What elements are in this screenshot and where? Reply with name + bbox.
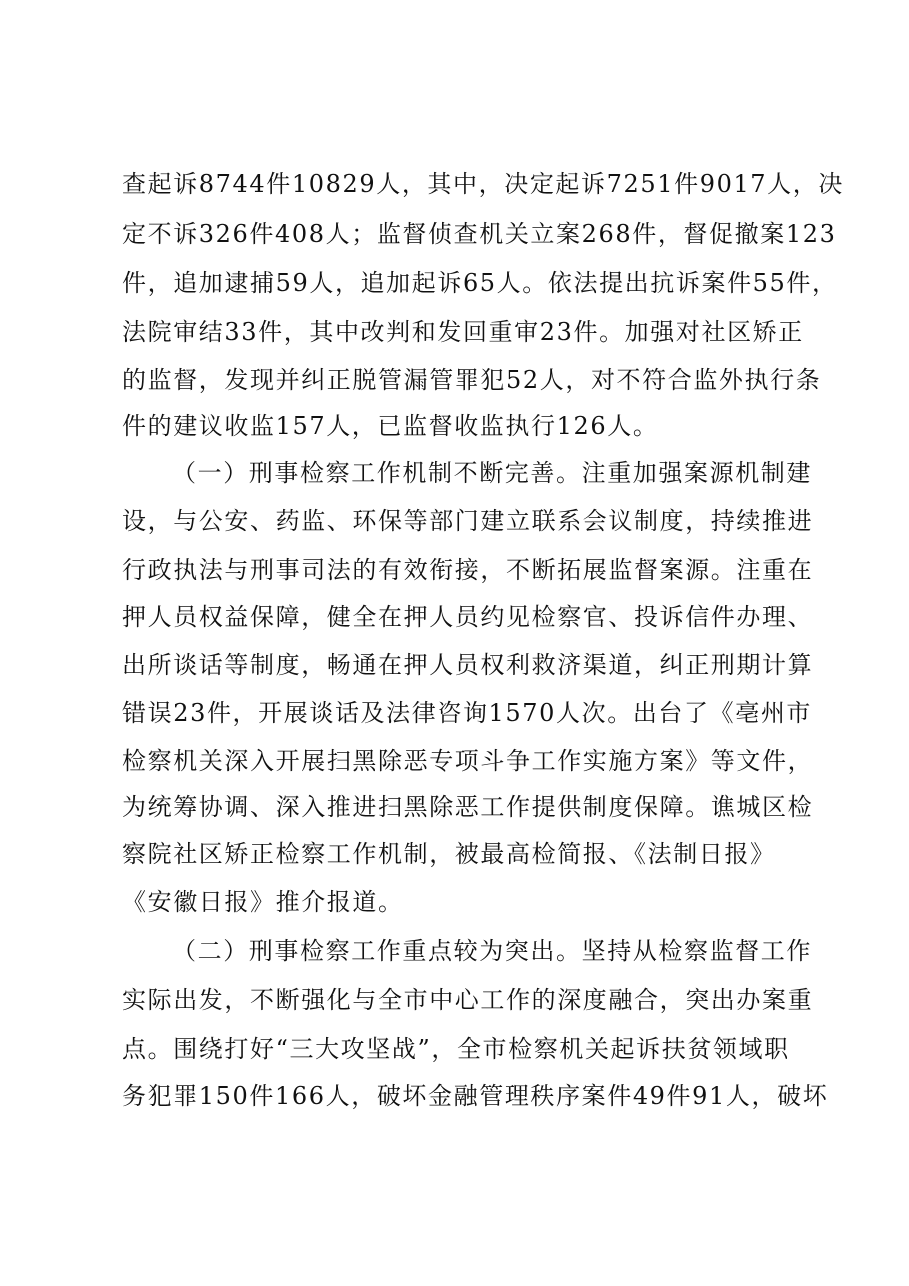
text-line: 检察机关深入开展扫黑除恶专项斗争工作实施方案》等文件， xyxy=(122,747,814,775)
paragraph-heading-2: （二）刑事检察工作重点较为突出。坚持从检察监督工作 xyxy=(172,937,812,965)
text-line: 设，与公安、药监、环保等部门建立联系会议制度，持续推进 xyxy=(122,507,814,535)
paragraph-heading-1: （一）刑事检察工作机制不断完善。注重加强案源机制建 xyxy=(172,459,812,487)
text-line: 《安徽日报》推介报道。 xyxy=(122,888,404,916)
text-line: 错误23件，开展谈话及法律咨询1570人次。出台了《亳州市 xyxy=(122,699,813,727)
text-line: 务犯罪150件166人，破坏金融管理秩序案件49件91人，破坏 xyxy=(122,1082,829,1110)
text-line: 点。围绕打好“三大攻坚战”，全市检察机关起诉扶贫领域职 xyxy=(122,1035,790,1063)
text-line: 件，追加逮捕59人，追加起诉65人。依法提出抗诉案件55件， xyxy=(122,269,838,297)
text-line: 定不诉326件408人；监督侦查机关立案268件，督促撤案123 xyxy=(122,220,837,248)
text-line: 法院审结33件，其中改判和发回重审23件。加强对社区矫正 xyxy=(122,318,804,346)
text-line: 行政执法与刑事司法的有效衔接，不断拓展监督案源。注重在 xyxy=(122,556,814,584)
text-line: 押人员权益保障，健全在押人员约见检察官、投诉信件办理、 xyxy=(122,603,814,631)
text-line: 件的建议收监157人，已监督收监执行126人。 xyxy=(122,412,659,440)
text-line: 为统筹协调、深入推进扫黑除恶工作提供制度保障。谯城区检 xyxy=(122,793,814,821)
text-line: 实际出发，不断强化与全市中心工作的深度融合，突出办案重 xyxy=(122,986,814,1014)
text-line: 的监督，发现并纠正脱管漏管罪犯52人，对不符合监外执行条 xyxy=(122,366,822,394)
text-line: 查起诉8744件10829人，其中，决定起诉7251件9017人，决 xyxy=(122,170,844,198)
text-line: 出所谈话等制度，畅通在押人员权利救济渠道，纠正刑期计算 xyxy=(122,651,814,679)
text-line: 察院社区矫正检察工作机制，被最高检简报、《法制日报》 xyxy=(122,840,776,868)
